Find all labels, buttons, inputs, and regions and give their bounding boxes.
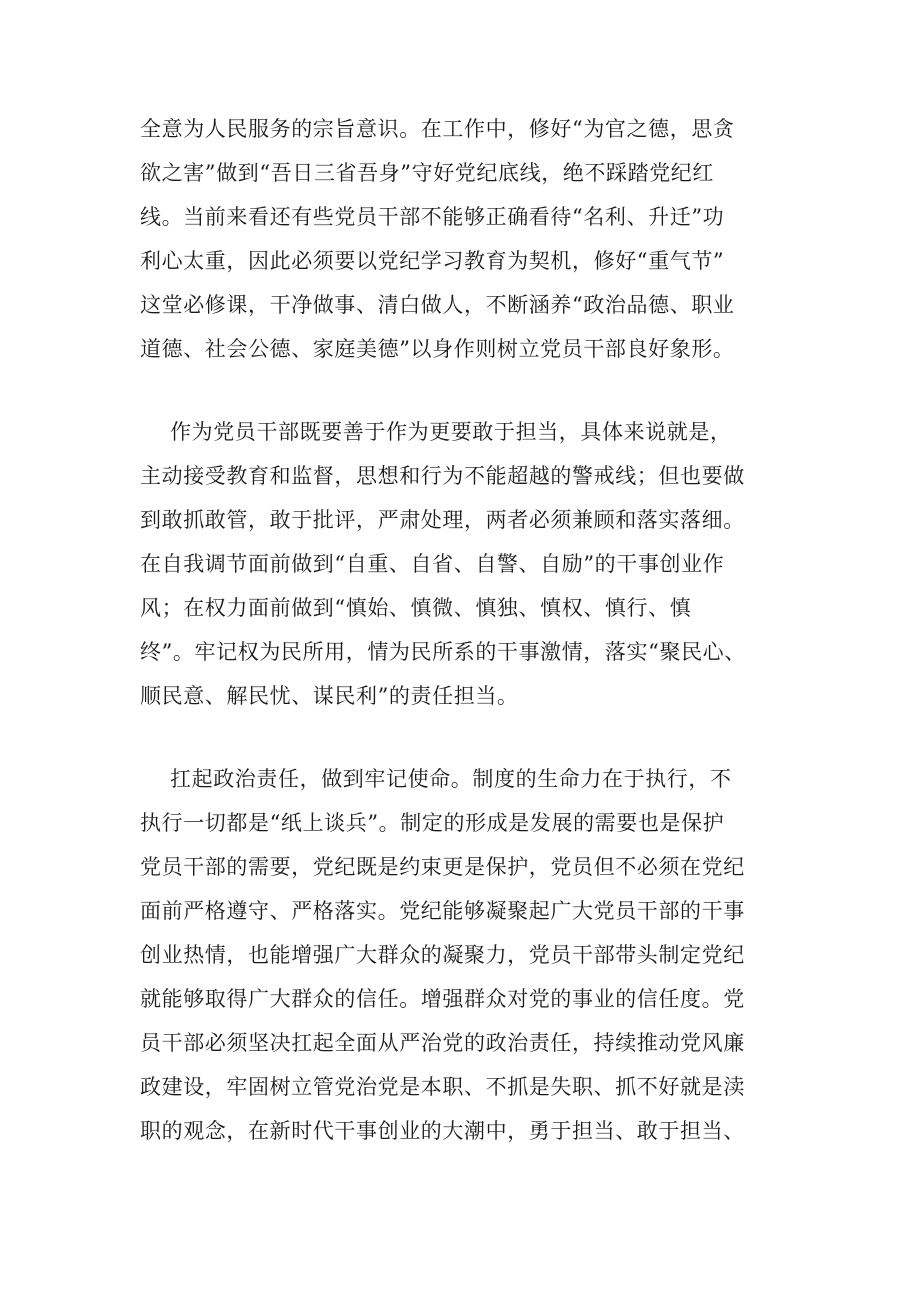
- text-line: 欲之害”做到“吾日三省吾身”守好党纪底线，绝不踩踏党纪红: [140, 161, 715, 185]
- text-line: 执行一切都是“纸上谈兵”。制定的形成是发展的需要也是保护: [140, 811, 725, 835]
- text-line: 到敢抓敢管，敢于批评，严肃处理，两者必须兼顾和落实落细。: [140, 508, 745, 532]
- text-line: 主动接受教育和监督，思想和行为不能超越的警戒线；但也要做: [140, 464, 745, 488]
- text-line-indented: 作为党员干部既要善于作为更要敢于担当，具体来说就是，: [170, 420, 732, 444]
- text-line: 创业热情，也能增强广大群众的凝聚力，党员干部带头制定党纪: [140, 943, 745, 967]
- paragraph-2: [140, 410, 785, 718]
- text-line: 在自我调节面前做到“自重、自省、自警、自励”的干事创业作: [140, 552, 725, 576]
- text-line: 全意为人民服务的宗旨意识。在工作中，修好“为官之德，思贪: [140, 117, 735, 141]
- text-line: 政建设，牢固树立管党治党是本职、不抓是失职、抓不好就是渎: [140, 1075, 745, 1099]
- text-line: 线。当前来看还有些党员干部不能够正确看待“名利、升迁”功: [140, 205, 725, 229]
- text-line-indented: 扛起政治责任，做到牢记使命。制度的生命力在于执行，不: [170, 767, 732, 791]
- paragraph-1: [140, 107, 785, 371]
- text-line: 终”。牢记权为民所用，情为民所系的干事激情，落实“聚民心、: [140, 640, 746, 664]
- text-line: 党员干部的需要，党纪既是约束更是保护，党员但不必须在党纪: [140, 855, 745, 879]
- text-line: 面前严格遵守、严格落实。党纪能够凝聚起广大党员干部的干事: [140, 899, 745, 923]
- text-line: 风；在权力面前做到“慎始、慎微、慎独、慎权、慎行、慎: [140, 596, 692, 620]
- text-line: 员干部必须坚决扛起全面从严治党的政治责任，持续推动党风廉: [140, 1031, 745, 1055]
- text-line: 顺民意、解民忧、谋民利”的责任担当。: [140, 684, 519, 708]
- text-line: 这堂必修课，干净做事、清白做人，不断涵养“政治品德、职业: [140, 293, 735, 317]
- text-line: 职的观念，在新时代干事创业的大潮中，勇于担当、敢于担当、: [140, 1119, 745, 1143]
- text-line: 利心太重，因此必须要以党纪学习教育为契机，修好“重气节”: [140, 249, 725, 273]
- text-line: 就能够取得广大群众的信任。增强群众对党的事业的信任度。党: [140, 987, 745, 1011]
- paragraph-3: [140, 757, 785, 1153]
- text-line: 道德、社会公德、家庭美德”以身作则树立党员干部良好象形。: [140, 337, 735, 361]
